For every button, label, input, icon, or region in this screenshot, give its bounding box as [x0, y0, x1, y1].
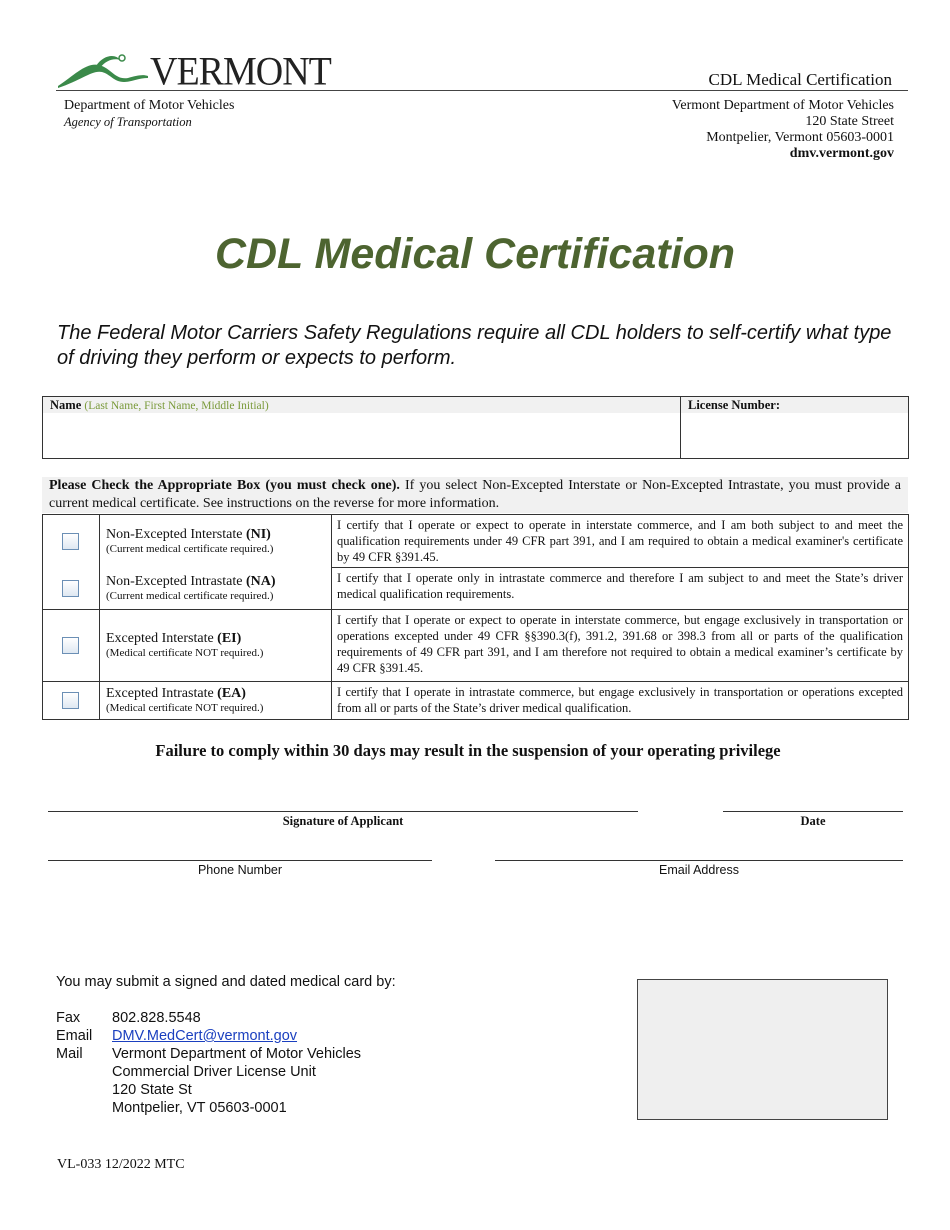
suspension-warning: Failure to comply within 30 days may result in the suspension of your operating privilege — [155, 741, 781, 760]
vermont-mountain-logo — [56, 52, 148, 88]
option-description: I certify that I operate only in intrastate commerce and therefore I am subject to and meet the State’s driver medical qualification requirements. — [332, 568, 909, 610]
option-checkbox-cell — [43, 682, 100, 720]
checkbox-na[interactable] — [62, 580, 79, 597]
option-sub: (Current medical certificate required.) — [106, 542, 274, 555]
checkbox-ei[interactable] — [62, 637, 79, 654]
submission-instructions — [56, 973, 396, 1117]
option-description: I certify that I operate or expect to operate in interstate commerce, and I am both subject to and meet the qualification requirements under 49 CFR part 391, and I am required to obtain a medical examiner's certificate by 49 CFR §391.45. — [332, 515, 909, 568]
option-description: I certify that I operate in intrastate commerce, but engage exclusively in transportation or operations excepted from all or parts of the State’s driver medical qualification. — [332, 682, 909, 720]
email-label: Email Address — [659, 863, 739, 877]
date-label: Date — [800, 814, 826, 828]
option-code: (EA) — [217, 686, 246, 701]
fax-row — [56, 1009, 396, 1027]
option-checkbox-cell — [43, 610, 100, 682]
vermont-wordmark: VERMONT — [150, 49, 331, 95]
option-sub: (Medical certificate NOT required.) — [106, 647, 264, 659]
option-row-ni — [43, 515, 909, 568]
check-instructions-text: If you select Non-Excepted Interstate or Non-Excepted Intrastate, you must provide a current medical certificate. See instructions on the reverse for more information. — [49, 478, 901, 511]
option-code: (NA) — [245, 573, 276, 589]
option-label — [100, 610, 332, 682]
option-code: (NI) — [245, 526, 271, 542]
option-description: I certify that I operate or expect to operate in interstate commerce, but engage exclusively in transportation or operations excepted under 49 CFR §§390.3(f), 391.2, 391.68 or 398.3 from all or parts of the qualification requirements of 49 CFR part 391, and I am therefore not required to obtain a medical examiner’s certificate by 49 CFR §391.45. — [332, 610, 909, 682]
mail-key: Mail — [56, 1046, 83, 1062]
email-key: Email — [56, 1028, 93, 1044]
mail-line: Commercial Driver License Unit — [112, 1064, 316, 1080]
email-link[interactable]: DMV.MedCert@vermont.gov — [112, 1028, 298, 1044]
signature-label: Signature of Applicant — [282, 814, 404, 828]
mail-row — [56, 1045, 396, 1117]
option-row-ei — [43, 610, 909, 682]
date-input-line[interactable] — [723, 811, 903, 812]
option-code: (EI) — [217, 631, 242, 646]
name-hint: (Last Name, First Name, Middle Initial) — [84, 400, 269, 412]
option-row-na — [43, 568, 909, 610]
mail-line: 120 State St — [112, 1082, 192, 1098]
option-label-text: Excepted Interstate — [106, 631, 214, 646]
email-input-line[interactable] — [495, 860, 903, 861]
name-field[interactable] — [43, 397, 681, 458]
mail-line: Montpelier, VT 05603-0001 — [112, 1100, 287, 1116]
address-line-3: Montpelier, Vermont 05603-0001 — [706, 130, 894, 145]
website-link[interactable]: dmv.vermont.gov — [789, 146, 894, 161]
mail-line: Vermont Department of Motor Vehicles — [112, 1046, 362, 1062]
name-label: Name — [50, 398, 82, 412]
header-divider — [56, 90, 908, 91]
option-label — [100, 682, 332, 720]
option-row-ea — [43, 682, 909, 720]
checkbox-ea[interactable] — [62, 692, 79, 709]
option-label-text: Excepted Intrastate — [106, 686, 214, 701]
option-sub: (Current medical certificate required.) — [106, 589, 274, 602]
option-sub: (Medical certificate NOT required.) — [106, 702, 264, 714]
phone-label: Phone Number — [197, 863, 283, 877]
email-row — [56, 1027, 396, 1045]
check-instructions — [42, 477, 908, 513]
phone-input-line[interactable] — [48, 860, 432, 861]
agency-name: Agency of Transportation — [64, 115, 192, 129]
option-checkbox-cell — [43, 515, 100, 568]
check-instructions-bold: Please Check the Appropriate Box (you must check one). — [49, 478, 400, 493]
mail-address — [112, 1045, 361, 1117]
address-line-2: 120 State Street — [805, 114, 894, 129]
submission-lead: You may submit a signed and dated medical card by: — [56, 974, 396, 990]
applicant-info-box — [42, 396, 909, 459]
option-label-text: Non-Excepted Interstate — [106, 526, 243, 542]
option-label-text: Non-Excepted Intrastate — [106, 573, 243, 589]
department-name: Department of Motor Vehicles — [64, 98, 235, 113]
header-form-title: CDL Medical Certification — [708, 70, 892, 89]
page-title: CDL Medical Certification — [214, 230, 736, 278]
form-code: VL-033 12/2022 MTC — [57, 1157, 185, 1172]
option-label — [100, 515, 332, 568]
intro-text: The Federal Motor Carriers Safety Regulations require all CDL holders to self-certify what type of driving they perform or expects to perform. — [57, 322, 892, 369]
license-number-field[interactable] — [681, 397, 908, 458]
address-line-1: Vermont Department of Motor Vehicles — [671, 98, 894, 113]
certification-options-table — [42, 514, 909, 720]
option-checkbox-cell — [43, 568, 100, 610]
office-use-box — [637, 979, 888, 1120]
fax-key: Fax — [56, 1010, 81, 1026]
checkbox-ni[interactable] — [62, 533, 79, 550]
license-label: License Number: — [688, 398, 780, 412]
signature-input-line[interactable] — [48, 811, 638, 812]
option-label — [100, 568, 332, 610]
fax-value: 802.828.5548 — [112, 1010, 201, 1026]
